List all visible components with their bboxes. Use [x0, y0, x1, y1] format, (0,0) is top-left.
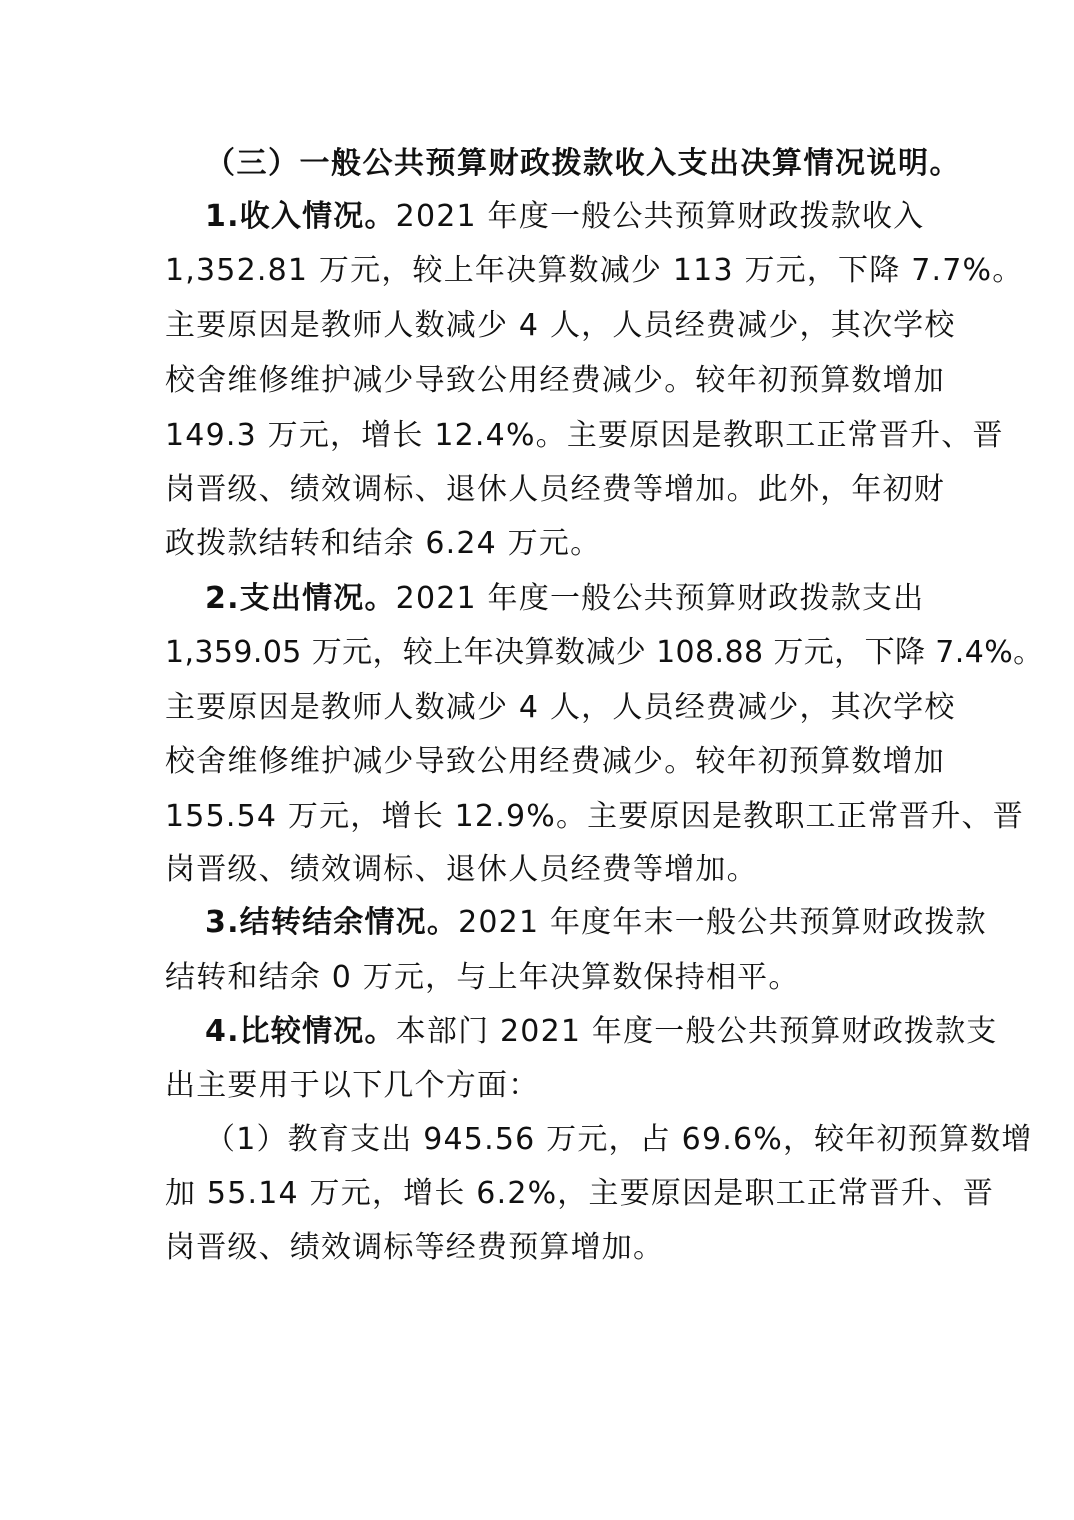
section-heading: （三）一般公共预算财政拨款收入支出决算情况说明。 — [205, 146, 961, 181]
paragraph-1-line-7: 政拨款结转和结余 6.24 万元。 — [165, 526, 602, 561]
paragraph-3-line-2: 结转和结余 0 万元，与上年决算数保持相平。 — [165, 960, 800, 995]
paragraph-1-line-3: 主要原因是教师人数减少 4 人，人员经费减少，其次学校 — [165, 308, 956, 343]
paragraph-3-first-line — [205, 903, 987, 943]
paragraph-4-first-line — [205, 1012, 998, 1052]
paragraph-2-line-2: 1,359.05 万元，较上年决算数减少 108.88 万元，下降 7.4%。 — [165, 635, 1044, 670]
paragraph-4-line-2: 出主要用于以下几个方面： — [165, 1068, 540, 1103]
paragraph-2-first-line — [205, 579, 924, 619]
paragraph-3-lead: 3.结转结余情况。 — [205, 905, 459, 940]
paragraph-2-line-5: 155.54 万元，增长 12.9%。主要原因是教职工正常晋升、晋 — [165, 799, 1024, 834]
paragraph-2-line-3: 主要原因是教师人数减少 4 人，人员经费减少，其次学校 — [165, 690, 956, 725]
paragraph-1-line-4: 校舍维修维护减少导致公用经费减少。较年初预算数增加 — [165, 363, 945, 398]
paragraph-5-line-2: 加 55.14 万元，增长 6.2%，主要原因是职工正常晋升、晋 — [165, 1176, 995, 1211]
paragraph-5-line-1: （1）教育支出 945.56 万元，占 69.6%，较年初预算数增 — [205, 1122, 1033, 1157]
paragraph-5-line-3: 岗晋级、绩效调标等经费预算增加。 — [165, 1230, 665, 1265]
paragraph-1-line-2: 1,352.81 万元，较上年决算数减少 113 万元，下降 7.7%。 — [165, 253, 1024, 288]
paragraph-1-line-1: 2021 年度一般公共预算财政拨款收入 — [395, 199, 925, 234]
paragraph-1-first-line — [205, 197, 924, 237]
paragraph-4-line-1: 本部门 2021 年度一般公共预算财政拨款支 — [395, 1014, 998, 1049]
paragraph-2-line-1: 2021 年度一般公共预算财政拨款支出 — [395, 581, 925, 616]
paragraph-1-line-6: 岗晋级、绩效调标、退休人员经费等增加。此外，年初财 — [165, 472, 945, 507]
paragraph-3-line-1: 2021 年度年末一般公共预算财政拨款 — [458, 905, 987, 940]
paragraph-1-lead: 1.收入情况。 — [205, 199, 396, 234]
paragraph-2-line-4: 校舍维修维护减少导致公用经费减少。较年初预算数增加 — [165, 744, 945, 779]
paragraph-2-line-6: 岗晋级、绩效调标、退休人员经费等增加。 — [165, 852, 758, 887]
paragraph-2-lead: 2.支出情况。 — [205, 581, 396, 616]
paragraph-1-line-5: 149.3 万元，增长 12.4%。主要原因是教职工正常晋升、晋 — [165, 418, 1004, 453]
paragraph-4-lead: 4.比较情况。 — [205, 1014, 396, 1049]
